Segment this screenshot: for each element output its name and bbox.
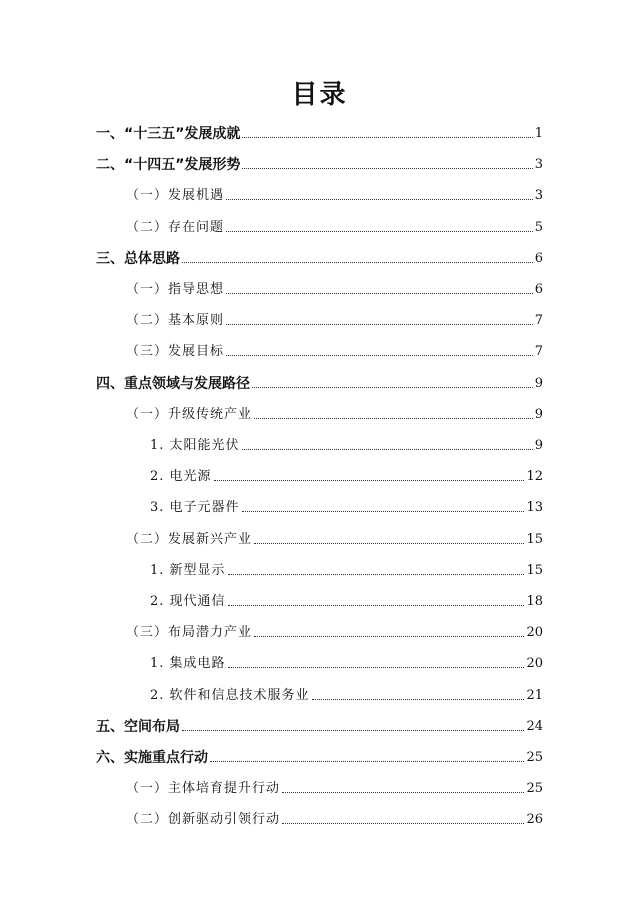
toc-entry-label: 一、“十三五”发展成就 [96,126,241,142]
toc-entry[interactable] [126,777,543,797]
toc-entry-label: 1. 集成电路 [150,656,226,672]
toc-entry[interactable] [96,122,543,142]
toc-page-number: 15 [526,562,543,578]
toc-entry-label: （二）发展新兴产业 [126,531,253,547]
toc-entry[interactable] [126,403,543,423]
toc-entry-label: 2. 电光源 [150,469,212,485]
toc-entry-label: （三）布局潜力产业 [126,625,253,641]
toc-entry-label: 五、空间布局 [96,718,180,735]
toc-dot-leader [226,198,533,200]
toc-page-number: 25 [526,781,543,797]
toc-page-number: 7 [534,344,543,360]
toc-page-number: 25 [526,750,543,765]
toc-dot-leader [182,261,533,263]
toc-entry-label: （一）发展机遇 [126,188,225,204]
toc-entry-label: 1. 新型显示 [150,562,226,578]
toc-page-number: 1 [534,126,543,141]
toc-entry-label: 三、总体思路 [96,250,180,267]
toc-page-number: 9 [534,406,543,422]
toc-page-number: 13 [526,500,543,516]
toc-entry[interactable] [96,153,543,173]
toc-dot-leader [254,417,533,419]
toc-page-number: 20 [526,656,543,672]
toc-entry-label: （一）主体培育提升行动 [126,781,281,797]
toc-page-number: 24 [526,718,543,734]
toc-entry-label: 3. 电子元器件 [150,500,240,516]
toc-entry[interactable] [126,216,543,236]
toc-dot-leader [214,479,525,481]
toc-entry[interactable] [126,309,543,329]
toc-dot-leader [282,791,524,793]
toc-entry-label: （三）发展目标 [126,344,225,360]
toc-entry-label: 2. 软件和信息技术服务业 [150,687,310,703]
toc-page-number: 21 [526,687,543,703]
toc-dot-leader [242,448,533,450]
toc-page-number: 3 [534,157,543,173]
page-title: 目录 [291,80,348,110]
toc-dot-leader [226,323,533,325]
toc-entry-label: 四、重点领域与发展路径 [96,375,250,392]
toc-entry[interactable] [96,372,543,392]
toc-dot-leader [226,230,533,232]
toc-page-number: 5 [534,219,543,235]
toc-entry-label: （一）升级传统产业 [126,406,253,422]
toc-entry[interactable] [96,746,543,766]
toc-entry[interactable] [96,715,543,735]
toc-entry-label: 1. 太阳能光伏 [150,438,240,453]
toc-entry[interactable] [150,465,543,485]
toc-entry[interactable] [150,434,543,454]
toc-entry-label: 2. 现代通信 [150,594,226,609]
toc-dot-leader [182,729,524,731]
toc-page-number: 26 [526,812,543,828]
toc-dot-leader [242,167,532,169]
toc-dot-leader [226,354,533,356]
toc-page-number: 3 [534,188,543,204]
toc-entry[interactable] [150,496,543,516]
toc-entry-label: （二）存在问题 [126,219,225,235]
toc-entry[interactable] [126,184,543,204]
toc-dot-leader [252,386,533,388]
toc-entry-label: （一）指导思想 [126,282,225,297]
toc-page-number: 9 [534,375,543,391]
toc-page-number: 12 [526,469,543,485]
toc-page-number: 15 [526,531,543,547]
toc-page-number: 18 [526,594,543,609]
toc-entry-label: （二）基本原则 [126,313,225,329]
toc-dot-leader [254,542,524,544]
toc-dot-leader [210,760,524,762]
toc-page-number: 9 [534,438,543,453]
toc-entry[interactable] [150,590,543,610]
toc-page-number: 20 [526,625,543,641]
toc-dot-leader [282,822,524,824]
toc-entry[interactable] [150,684,543,704]
toc-dot-leader [228,604,525,606]
toc-entry-label: 二、“十四五”发展形势 [96,157,241,174]
toc-entry-label: 六、实施重点行动 [96,750,208,766]
toc-entry[interactable] [126,808,543,828]
toc-entry-label: （二）创新驱动引领行动 [126,812,281,828]
toc-dot-leader [228,666,525,668]
toc-entry[interactable] [150,652,543,672]
toc-entry[interactable] [96,247,543,267]
toc-page-number: 7 [534,313,543,329]
toc-entry[interactable] [126,621,543,641]
toc-page-number: 6 [534,282,543,297]
toc-dot-leader [312,698,525,700]
toc-dot-leader [254,635,524,637]
toc-entry[interactable] [150,559,543,579]
toc-entry[interactable] [126,528,543,548]
toc-entry[interactable] [126,340,543,360]
toc-entry[interactable] [126,278,543,298]
toc-dot-leader [228,573,525,575]
toc-dot-leader [242,136,532,138]
toc-dot-leader [226,292,533,294]
toc-page-number: 6 [534,250,543,266]
toc-dot-leader [242,510,525,512]
